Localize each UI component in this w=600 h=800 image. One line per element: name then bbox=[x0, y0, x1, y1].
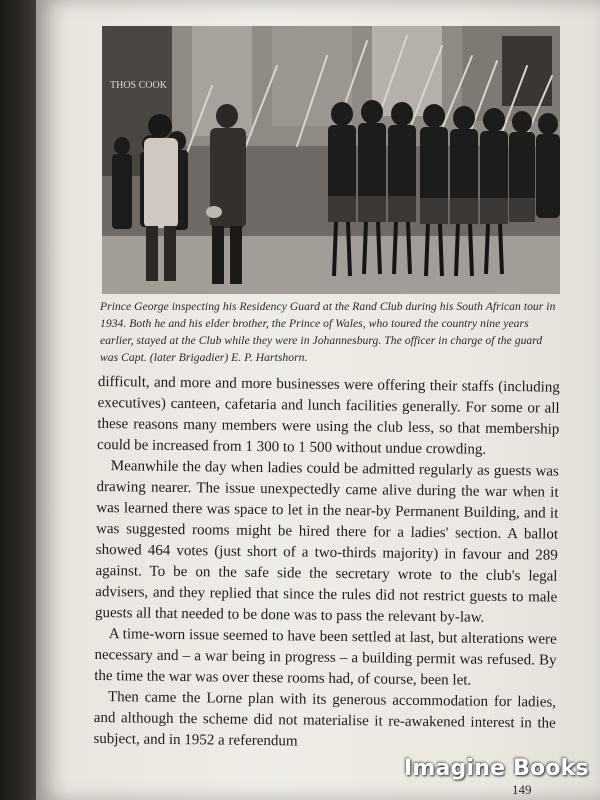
photo-illustration bbox=[102, 26, 560, 294]
building-sign: THOS COOK bbox=[110, 80, 167, 91]
paragraph-4: Then came the Lorne plan with its generous accommodation for ladies, and although the scheme did not materialise it re-awakened interest in the subject, and in 1952 a referendum bbox=[93, 689, 557, 750]
paragraph-3: A time-worn issue seemed to have been settled at last, but alterations were necessary and – a war being in progress – a building permit was refused. By the time the war was over these rooms had, of course, been let. bbox=[94, 626, 557, 689]
book-page bbox=[36, 0, 600, 800]
historical-photo bbox=[102, 26, 560, 294]
desk-background bbox=[0, 0, 40, 800]
photo-caption bbox=[100, 298, 560, 366]
watermark: Imagine Books bbox=[404, 756, 589, 781]
body-text bbox=[93, 372, 560, 756]
page-number: 149 bbox=[512, 782, 532, 797]
paragraph-1: difficult, and more and more businesses were offering their staffs (including executives) canteen, cafetaria and lunch facilities generally. For some or all these reasons many members were using the club less, so that membership could be increased from 1 300 to 1 500 without undue crowding. bbox=[97, 373, 560, 458]
caption-text: Prince George inspecting his Residency Guard at the Rand Club during his South African tour in 1934. Both he and his elder brother, the Prince of Wales, who toured the country nine years earlier, stayed at the Club while they were in Johannesburg. The officer in charge of the guard was Capt. (later Brigadier) E. P. Hartshorn. bbox=[100, 300, 556, 364]
paragraph-2: Meanwhile the day when ladies could be admitted regularly as guests was drawing nearer. The issue unexpectedly came alive during the war when it was learned there was space to let in the near-by Permanent Building, and it was suggested rooms might be hired there for a ladies' section. A ballot showed 464 votes (just short of a two-thirds majority) in favour and 289 against. To be on the safe side the secretary wrote to the club's legal advisers, and they replied that since the rules did not restrict guests to male guests all that needed to be done was to pass the relevant by-law. bbox=[94, 458, 559, 626]
kilts bbox=[328, 196, 535, 224]
